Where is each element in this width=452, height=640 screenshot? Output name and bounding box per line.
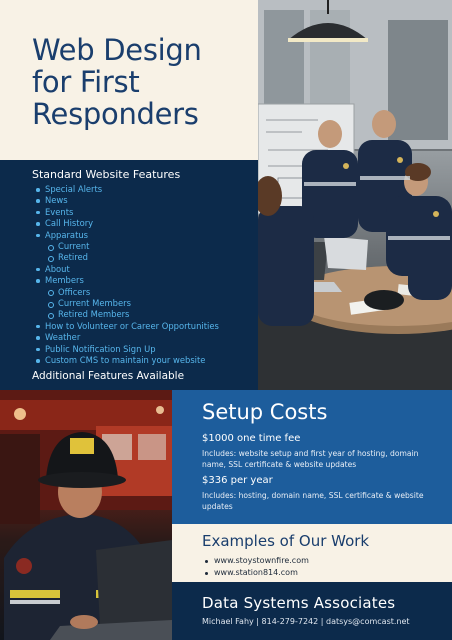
yearly-fee-description: Includes: hosting, domain name, SSL certificate & website updates <box>202 490 424 512</box>
setup-costs-heading: Setup Costs <box>202 400 328 424</box>
firefighter-laptop-photo <box>0 390 172 640</box>
title-block <box>0 0 258 160</box>
feature-item: Members <box>32 275 258 286</box>
feature-item: Weather <box>32 332 258 343</box>
one-time-fee-description: Includes: website setup and first year of hosting, domain name, SSL certificate & website updates <box>202 449 419 470</box>
feature-subitem: Retired Members <box>32 309 258 320</box>
footer-panel <box>172 582 452 640</box>
yearly-fee: $336 per year <box>202 474 273 486</box>
standard-features-panel <box>0 160 258 390</box>
feature-item: News <box>32 195 258 206</box>
feature-item: Events <box>32 207 258 218</box>
feature-item: Special Alerts <box>32 184 258 195</box>
features-heading: Standard Website Features <box>32 168 181 181</box>
features-list <box>32 184 258 367</box>
setup-costs-panel <box>172 390 452 524</box>
page-title: Web Design for First Responders <box>32 33 202 131</box>
examples-heading: Examples of Our Work <box>202 532 370 550</box>
feature-item: Public Notification Sign Up <box>32 344 258 355</box>
feature-item: Apparatus <box>32 230 258 241</box>
examples-list <box>202 555 452 579</box>
one-time-fee: $1000 one time fee <box>202 433 301 444</box>
feature-item: Custom CMS to maintain your website <box>32 355 258 366</box>
examples-panel <box>172 524 452 582</box>
feature-item: About <box>32 264 258 275</box>
contact-info: Michael Fahy | 814-279-7242 | datsys@comcast.net <box>202 617 410 626</box>
additional-features-label: Additional Features Available <box>32 369 185 382</box>
feature-subitem: Officers <box>32 287 258 298</box>
example-link[interactable]: www.stoystownfire.com <box>202 555 452 567</box>
first-responders-meeting-photo <box>258 0 452 390</box>
company-name: Data Systems Associates <box>202 594 396 612</box>
example-link[interactable]: www.station814.com <box>202 567 452 579</box>
feature-subitem: Current Members <box>32 298 258 309</box>
feature-item: Call History <box>32 218 258 229</box>
feature-subitem: Retired <box>32 252 258 263</box>
feature-subitem: Current <box>32 241 258 252</box>
feature-item: How to Volunteer or Career Opportunities <box>32 321 258 332</box>
